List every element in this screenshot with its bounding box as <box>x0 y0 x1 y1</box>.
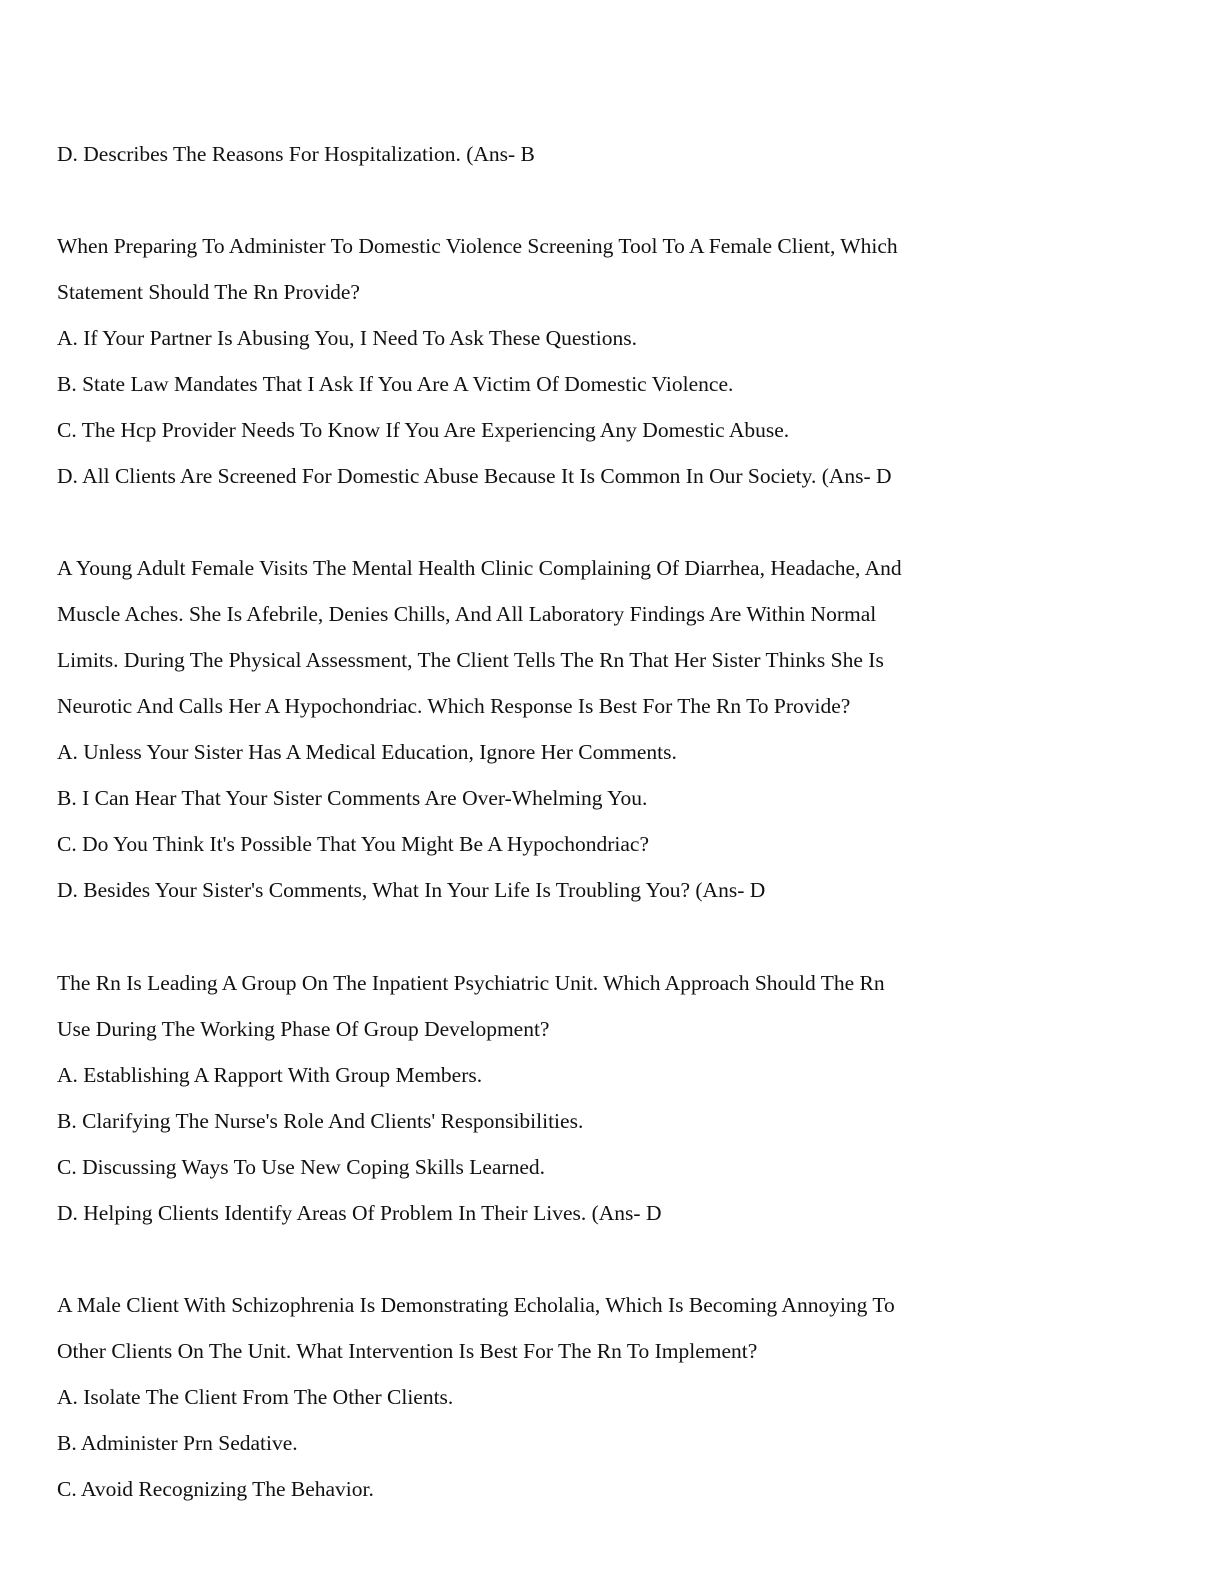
question-text: When Preparing To Administer To Domestic Violence Screening Tool To A Female Client, Which <box>57 234 898 258</box>
question-text: Other Clients On The Unit. What Intervention Is Best For The Rn To Implement? <box>57 1339 758 1363</box>
answer-option: D. Helping Clients Identify Areas Of Problem In Their Lives. (Ans- D <box>57 1201 662 1225</box>
question-text: Statement Should The Rn Provide? <box>57 280 360 304</box>
question-text: The Rn Is Leading A Group On The Inpatient Psychiatric Unit. Which Approach Should The Rn <box>57 971 885 995</box>
answer-option: C. Do You Think It's Possible That You Might Be A Hypochondriac? <box>57 832 649 856</box>
answer-option: A. Unless Your Sister Has A Medical Education, Ignore Her Comments. <box>57 740 677 764</box>
answer-option: B. I Can Hear That Your Sister Comments Are Over-Whelming You. <box>57 786 648 810</box>
question-text: Neurotic And Calls Her A Hypochondriac. Which Response Is Best For The Rn To Provide? <box>57 694 851 718</box>
answer-option: B. State Law Mandates That I Ask If You Are A Victim Of Domestic Violence. <box>57 372 734 396</box>
answer-option: A. If Your Partner Is Abusing You, I Need To Ask These Questions. <box>57 326 637 350</box>
answer-option: C. Avoid Recognizing The Behavior. <box>57 1477 374 1501</box>
question-text: A Young Adult Female Visits The Mental Health Clinic Complaining Of Diarrhea, Headache, And <box>57 556 902 580</box>
answer-option: C. The Hcp Provider Needs To Know If You Are Experiencing Any Domestic Abuse. <box>57 418 790 442</box>
question-text: Limits. During The Physical Assessment, The Client Tells The Rn That Her Sister Thinks She Is <box>57 648 884 672</box>
text-line: D. Describes The Reasons For Hospitalization. (Ans- B <box>57 142 535 166</box>
answer-option: D. Besides Your Sister's Comments, What In Your Life Is Troubling You? (Ans- D <box>57 878 766 902</box>
answer-option: D. All Clients Are Screened For Domestic Abuse Because It Is Common In Our Society. (Ans- D <box>57 464 892 488</box>
question-text: A Male Client With Schizophrenia Is Demonstrating Echolalia, Which Is Becoming Annoying To <box>57 1293 895 1317</box>
question-text: Use During The Working Phase Of Group Development? <box>57 1017 550 1041</box>
answer-option: B. Clarifying The Nurse's Role And Clients' Responsibilities. <box>57 1109 584 1133</box>
answer-option: A. Isolate The Client From The Other Clients. <box>57 1385 454 1409</box>
answer-option: A. Establishing A Rapport With Group Members. <box>57 1063 483 1087</box>
question-text: Muscle Aches. She Is Afebrile, Denies Chills, And All Laboratory Findings Are Within Normal <box>57 602 877 626</box>
answer-option: B. Administer Prn Sedative. <box>57 1431 298 1455</box>
answer-option: C. Discussing Ways To Use New Coping Skills Learned. <box>57 1155 546 1179</box>
